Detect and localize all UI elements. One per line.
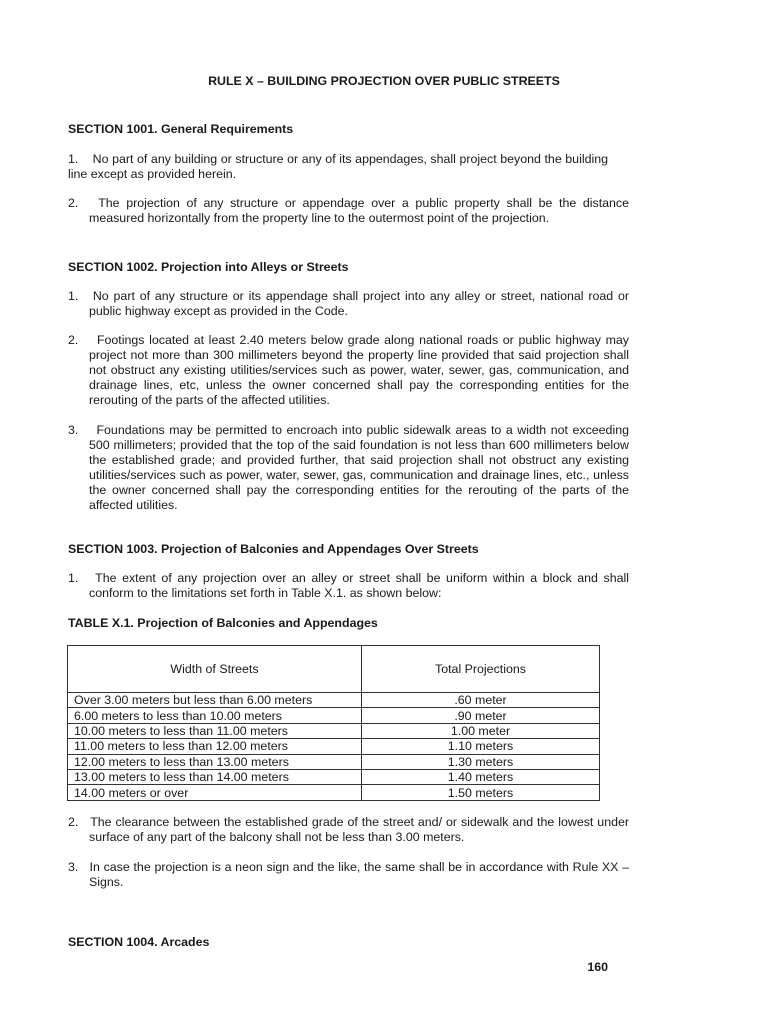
cell-width: Over 3.00 meters but less than 6.00 meters [68, 693, 362, 708]
table-row [68, 754, 600, 769]
cell-width: 13.00 meters to less than 14.00 meters [68, 769, 362, 784]
s1001-item-2 [68, 196, 629, 226]
projection-table [67, 645, 600, 801]
cell-width: 6.00 meters to less than 10.00 meters [68, 708, 362, 723]
item-text: The clearance between the established grade of the street and/ or sidewalk and the lowest under surface of any part of the balcony shall not be less than 3.00 meters. [89, 815, 629, 844]
item-text: In case the projection is a neon sign and the like, the same shall be in accordance with Rule XX – Signs. [89, 860, 629, 889]
table-header-row [68, 646, 600, 693]
s1002-item-1 [68, 289, 629, 319]
item-number: 3. [68, 860, 79, 874]
s1001-item-1 [68, 152, 608, 182]
section-1002-heading: SECTION 1002. Projection into Alleys or Streets [68, 260, 349, 274]
cell-width: 11.00 meters to less than 12.00 meters [68, 739, 362, 754]
cell-projection: .60 meter [362, 693, 600, 708]
table-caption: TABLE X.1. Projection of Balconies and Appendages [68, 616, 378, 630]
cell-projection: .90 meter [362, 708, 600, 723]
s1002-item-2 [68, 333, 629, 408]
item-text: The projection of any structure or appendage over a public property shall be the distance measured horizontally from the property line to the outermost point of the projection. [89, 196, 629, 225]
s1003-item-2 [68, 815, 629, 845]
table-row [68, 723, 600, 738]
cell-projection: 1.50 meters [362, 785, 600, 800]
table-row [68, 693, 600, 708]
item-number: 1. [68, 289, 79, 303]
s1002-item-3 [68, 423, 629, 513]
table-row [68, 769, 600, 784]
item-number: 1. [68, 571, 79, 585]
item-number: 2. [68, 815, 79, 829]
item-text: The extent of any projection over an alley or street shall be uniform within a block and shall conform to the limitations set forth in Table X.1. as shown below: [89, 571, 630, 600]
item-text: Foundations may be permitted to encroach into public sidewalk areas to a width not exceeding 500 millimeters; provided that the top of the said foundation is not less than 600 millimeters below the established grade; and provided further, that said projection shall not obstruct any existing utilities/services such as power, water, sewer, gas, communication and drainage lines, etc., unless the owner concerned shall pay the corresponding entities for the rerouting of the parts of the affected utilities. [89, 423, 629, 512]
table-row [68, 785, 600, 800]
cell-width: 10.00 meters to less than 11.00 meters [68, 723, 362, 738]
table-row [68, 708, 600, 723]
item-number: 2. [68, 333, 79, 347]
table-row [68, 739, 600, 754]
cell-projection: 1.10 meters [362, 739, 600, 754]
item-text: No part of any structure or its appendage shall project into any alley or street, national road or public highway except as provided in the Code. [89, 289, 629, 318]
item-number: 3. [68, 423, 79, 437]
section-1003-heading: SECTION 1003. Projection of Balconies and Appendages Over Streets [68, 542, 479, 556]
page-number: 160 [587, 960, 608, 974]
section-1001-heading: SECTION 1001. General Requirements [68, 122, 294, 136]
page-title: RULE X – BUILDING PROJECTION OVER PUBLIC STREETS [208, 74, 560, 88]
cell-projection: 1.00 meter [362, 723, 600, 738]
cell-projection: 1.30 meters [362, 754, 600, 769]
s1003-item-3 [68, 860, 629, 890]
cell-projection: 1.40 meters [362, 769, 600, 784]
item-text: Footings located at least 2.40 meters below grade along national roads or public highway may project not more than 300 millimeters beyond the property line provided that said projection shall not obstruct any existing utilities/services such as power, water, sewer, gas, communication, and drainage lines, etc, unless the owner concerned shall pay the corresponding entities for the rerouting of the parts of the affected utilities. [89, 333, 629, 407]
section-1004-heading: SECTION 1004. Arcades [68, 935, 210, 949]
item-number: 1. [68, 152, 79, 166]
cell-width: 14.00 meters or over [68, 785, 362, 800]
header-total-projections: Total Projections [362, 646, 600, 693]
header-width-of-streets: Width of Streets [68, 646, 362, 693]
item-text: No part of any building or structure or any of its appendages, shall project beyond the building line except as provided herein. [68, 152, 608, 181]
item-number: 2. [68, 196, 79, 210]
cell-width: 12.00 meters to less than 13.00 meters [68, 754, 362, 769]
s1003-item-1 [68, 571, 629, 601]
